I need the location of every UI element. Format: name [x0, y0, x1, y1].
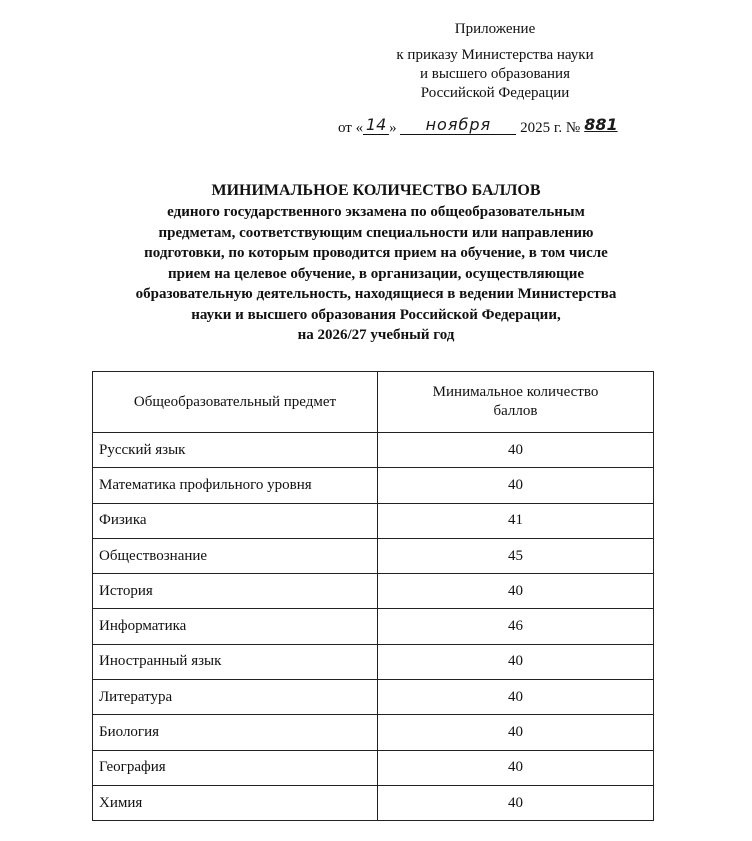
table-row	[93, 750, 654, 785]
header-score-line-2: баллов	[493, 403, 538, 419]
document-subtitle-line: образовательную деятельность, находящиеся в ведении Министерства	[135, 286, 617, 302]
table-row	[93, 644, 654, 679]
subject-cell: Физика	[93, 503, 378, 538]
order-day: 14	[363, 116, 389, 135]
scores-table	[92, 371, 654, 821]
score-cell: 40	[378, 574, 654, 609]
subject-cell: Русский язык	[93, 433, 378, 468]
appendix-line-2: и высшего образования	[420, 66, 570, 82]
subject-cell: География	[93, 750, 378, 785]
appendix-block	[330, 20, 660, 103]
subject-cell: Литература	[93, 680, 378, 715]
score-cell: 41	[378, 503, 654, 538]
table-row	[93, 468, 654, 503]
score-cell: 40	[378, 680, 654, 715]
table-row	[93, 503, 654, 538]
table-row	[93, 609, 654, 644]
appendix-line-3: Российской Федерации	[420, 85, 570, 101]
appendix-line-1: к приказу Министерства науки	[396, 47, 594, 63]
score-cell: 40	[378, 785, 654, 820]
order-year-text: 2025 г. №	[520, 120, 581, 136]
table-row	[93, 433, 654, 468]
score-cell: 40	[378, 715, 654, 750]
table-header-row	[93, 372, 654, 433]
document-subtitle-line: прием на целевое обучение, в организации, осуществляющие	[167, 265, 584, 282]
score-cell: 40	[378, 433, 654, 468]
subject-cell: История	[93, 574, 378, 609]
header-subject: Общеобразовательный предмет	[93, 372, 378, 433]
order-number: 881	[584, 115, 618, 134]
subject-cell: Обществознание	[93, 538, 378, 573]
table-row	[93, 680, 654, 715]
header-score	[378, 372, 654, 433]
scores-table-wrapper	[92, 371, 654, 821]
score-cell: 40	[378, 644, 654, 679]
subject-cell: Биология	[93, 715, 378, 750]
document-subtitle-line: подготовки, по которым проводится прием на обучение, в том числе	[144, 245, 608, 261]
appendix-title: Приложение	[454, 21, 536, 37]
order-month: ноября	[400, 116, 516, 135]
subject-cell: Иностранный язык	[93, 644, 378, 679]
score-cell: 40	[378, 750, 654, 785]
document-subtitle-line: единого государственного экзамена по общеобразовательным	[167, 204, 585, 220]
order-quote-close: »	[389, 120, 397, 136]
subject-cell: Информатика	[93, 609, 378, 644]
table-row	[93, 785, 654, 820]
score-cell: 40	[378, 468, 654, 503]
subject-cell: Математика профильного уровня	[93, 468, 378, 503]
document-subtitle-line: предметам, соответствующим специальности или направлению	[158, 224, 594, 241]
table-row	[93, 715, 654, 750]
document-subtitle-line: на 2026/27 учебный год	[297, 327, 455, 343]
score-cell: 45	[378, 538, 654, 573]
table-row	[93, 538, 654, 573]
table-row	[93, 574, 654, 609]
subject-cell: Химия	[93, 785, 378, 820]
order-prefix: от «	[338, 120, 364, 136]
order-reference	[338, 117, 678, 141]
score-cell: 46	[378, 609, 654, 644]
document-subtitle-line: науки и высшего образования Российской Федерации,	[191, 306, 561, 323]
document-title-block	[40, 180, 712, 346]
document-title: МИНИМАЛЬНОЕ КОЛИЧЕСТВО БАЛЛОВ	[211, 182, 541, 199]
header-score-line-1: Минимальное количество	[432, 384, 599, 400]
